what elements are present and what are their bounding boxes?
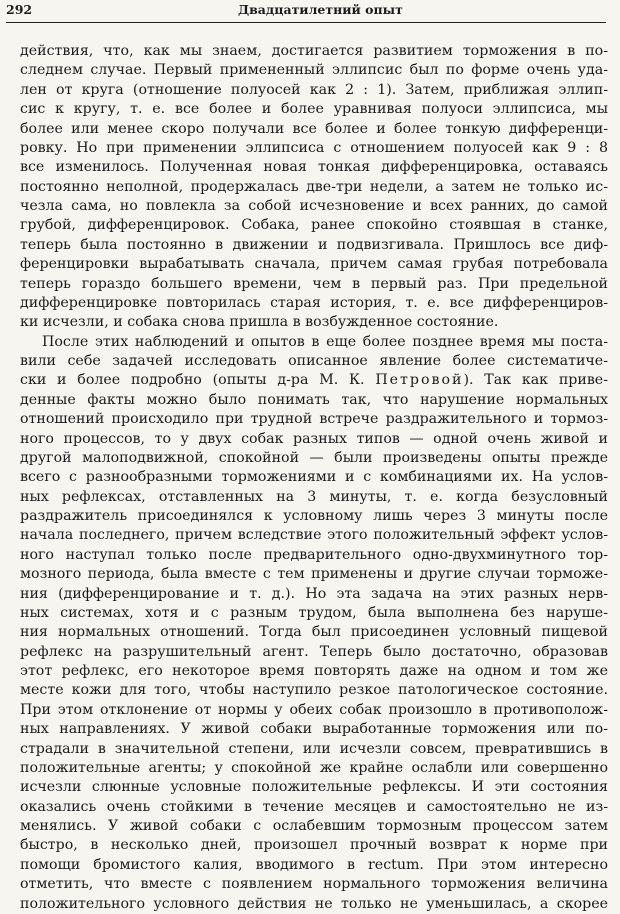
text-line: отметить, что вместе с появлением нормального торможения величина: [20, 876, 608, 893]
text-line: все изменилось. Полученная новая тонкая дифференцировка, оставаясь: [20, 159, 608, 176]
text-line: начала последнего, причем вследствие этого положительный эффект услов-: [20, 527, 608, 544]
text-line: месте кожи для того, чтобы наступило резкое патологическое состояние.: [20, 682, 608, 699]
text-line: ного процессов, то у двух собак разных типов — одной очень живой и: [20, 430, 608, 447]
text-line: положительного условного действия не только не уменьшилась, а скорее: [20, 895, 608, 912]
text-line: отношений происходило при трудной встрече раздражительного и тормоз-: [20, 411, 608, 428]
text-line: всего с разнообразными торможениями и с комбинациями их. На услов-: [20, 469, 608, 486]
text-line: более или менее скоро получали все более и более тонкую дифференци-: [20, 120, 608, 137]
text-line: ных рефлексах, отставленных на 3 минуты, т. е. когда безусловный: [20, 488, 608, 505]
text-line: менялись. У живой собаки с ослабевшим тормозным процессом затем: [20, 818, 608, 834]
text-line: денные факты можно было понимать так, что нарушение нормальных: [20, 391, 608, 408]
text-line: следнем случае. Первый примененный эллипсис был по форме очень уда-: [20, 62, 608, 79]
line-segment: ). Так как приве-: [463, 372, 608, 389]
text-line: ровку. Но при применении эллипсиса с отношением полуосей как 9 : 8: [20, 139, 608, 156]
page-number: 292: [6, 2, 33, 17]
text-line: действия, что, как мы знаем, достигается развитием торможения в по-: [20, 43, 608, 59]
text-line: ных системах, хотя и с разным трудом, была выполнена без наруше-: [20, 604, 608, 621]
text-line: ных направлениях. У живой собаки выработанные торможения или по-: [20, 721, 608, 738]
text-line: оказались очень стойкими в течение месяцев и самостоятельно не из-: [20, 798, 608, 815]
author-name-spaced: Петровой: [375, 372, 464, 389]
text-line: ния нормальных отношений. Тогда был присоединен условный пищевой: [20, 624, 608, 641]
text-line: дифференцировке повторилась старая история, т. е. все дифференциров-: [20, 294, 608, 311]
paragraph-end-line: ки исчезли, и собака снова пришла в возбужденное состояние.: [20, 314, 499, 331]
body-text: [20, 42, 608, 914]
page-header: [6, 2, 606, 20]
text-line: теперь была постоянно в движении и подвизгивала. Пришлось все диф-: [20, 236, 608, 253]
text-line: При этом отклонение от нормы у обеих собак произошло в противополож-: [20, 701, 608, 718]
text-line: раздражитель присоединялся к условному лишь через 3 минуты после: [20, 508, 608, 524]
text-line: помощи бромистого калия, вводимого в rectum. При этом интересно: [20, 856, 608, 873]
text-line: сис к кругу, т. е. все более и более уравнивая полуоси эллипсиса, мы: [20, 101, 608, 118]
text-line: этот рефлекс, его некоторое время повторять даже на одном и том же: [20, 663, 608, 679]
text-line: страдали в значительной степени, или исчезли совсем, превратившись в: [20, 740, 608, 757]
text-line: исчезли слюнные условные положительные рефлексы. И эти состояния: [20, 779, 608, 796]
running-title: Двадцатилетний опыт: [238, 2, 403, 17]
text-line: ного наступал только после предварительного одно-двухминутного тор-: [20, 546, 608, 563]
text-line: вили себе задачей исследовать описанное явление более систематиче-: [20, 353, 608, 369]
text-line: положительные агенты; у спокойной же крайне ослабли или совершенно: [20, 759, 608, 776]
text-line: ференцировки вырабатывать сначала, причем самая грубая потребовала: [20, 256, 608, 273]
paragraph-start-line: После этих наблюдений и опытов в еще более позднее время мы поста-: [42, 333, 608, 350]
text-line: грубой, дифференцировок. Собака, ранее спокойно стоявшая в станке,: [20, 217, 608, 234]
text-line: другой малоподвижной, спокойной — были произведены опыты прежде: [20, 449, 608, 466]
text-line: постоянно неполной, продержалась две-три недели, а затем не только ис-: [20, 178, 608, 195]
header-rule: [6, 22, 606, 23]
text-line: рефлекс на разрушительный агент. Теперь было достаточно, образовав: [20, 643, 608, 660]
text-line: быстро, в несколько дней, произошел прочный возврат к норме при: [20, 837, 608, 854]
text-line: ния (дифференцирование и т. д.). Но эта задача на этих разных нерв-: [20, 585, 608, 602]
text-line: лен от круга (отношение полуосей как 2 : 1). Затем, приближая эллип-: [20, 81, 608, 98]
text-line-with-author: [20, 371, 608, 390]
text-line: теперь гораздо большего времени, чем в первый раз. При предельной: [20, 275, 608, 292]
text-line: чезла сама, но повлекла за собой исчезновение и всех ранних, до самой: [20, 198, 608, 214]
text-line: мозного периода, была вместе с тем применены и другие случаи торможе-: [20, 566, 608, 583]
line-segment: ски и более подробно (опыты д-ра М. К.: [20, 372, 376, 389]
